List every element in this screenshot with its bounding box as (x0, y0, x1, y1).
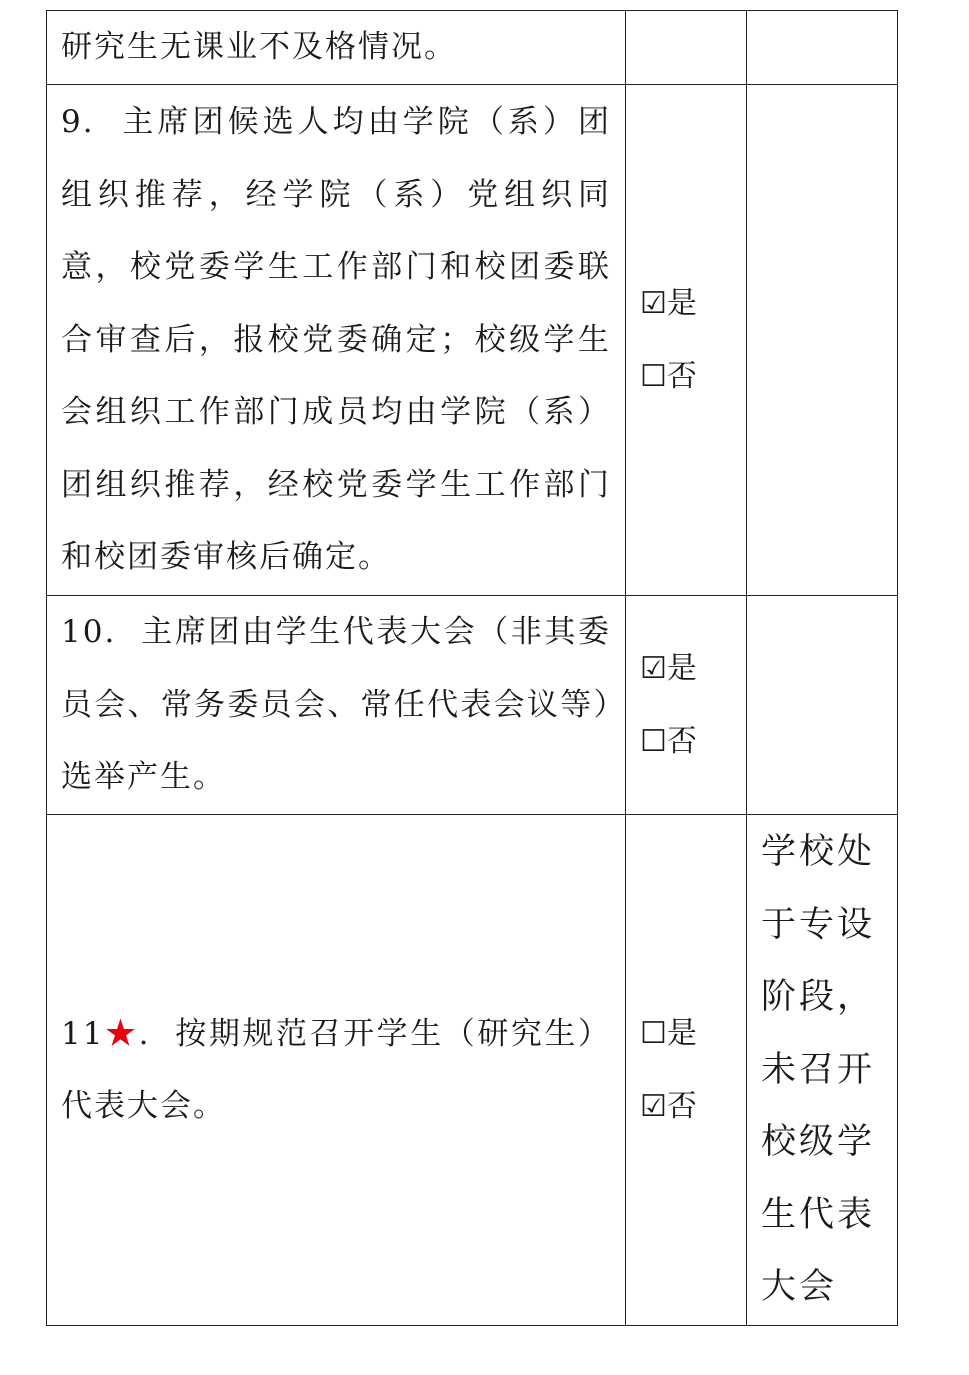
check-cell (626, 11, 747, 85)
yes-checkbox[interactable]: ☐是 (640, 1016, 697, 1051)
check-cell (626, 85, 747, 596)
no-checkbox[interactable]: ☐否 (640, 724, 697, 759)
check-cell (626, 815, 747, 1326)
item-number: 10. (61, 614, 117, 651)
table-row (47, 815, 898, 1326)
item-text-cell (47, 85, 626, 596)
yes-checkbox[interactable]: ☑是 (640, 651, 697, 686)
item-number: 9. (61, 104, 95, 141)
item-number: 11 (61, 1015, 105, 1052)
table-row (47, 85, 898, 596)
item-text (47, 596, 625, 814)
item-text-cell (47, 596, 626, 815)
item-description: 主席团候选人均由学院（系）团组织推荐，经学院（系）党组织同意，校党委学生工作部门和校团委联合审查后，报校党委确定；校级学生会组织工作部门成员均由学院（系）团组织推荐，经校党委学生工作部门和校团委审核后确定。 (61, 104, 611, 576)
item-description: 按期规范召开学生（研究生）代表大会。 (61, 1015, 612, 1124)
item-text (47, 998, 625, 1143)
item-text (47, 86, 625, 594)
no-checkbox[interactable]: ☑否 (640, 1089, 697, 1124)
note-cell (747, 85, 898, 596)
item-number-dot: . (138, 1015, 151, 1052)
note-cell (747, 815, 898, 1326)
item-text: 研究生无课业不及格情况。 (61, 29, 457, 66)
table-row (47, 11, 898, 85)
item-text-cell (47, 815, 626, 1326)
item-text-cell (47, 11, 626, 85)
note-cell (747, 11, 898, 85)
yes-checkbox[interactable]: ☑是 (640, 286, 697, 321)
checklist-table (46, 10, 898, 1326)
table-row (47, 596, 898, 815)
no-checkbox[interactable]: ☐否 (640, 359, 697, 394)
check-cell (626, 596, 747, 815)
star-icon: ★ (104, 1015, 139, 1052)
item-description: 主席团由学生代表大会（非其委员会、常务委员会、常任代表会议等）选举产生。 (61, 614, 611, 796)
note-cell (747, 596, 898, 815)
note-text: 学校处于专设阶段，未召开校级学生代表大会 (761, 832, 876, 1308)
